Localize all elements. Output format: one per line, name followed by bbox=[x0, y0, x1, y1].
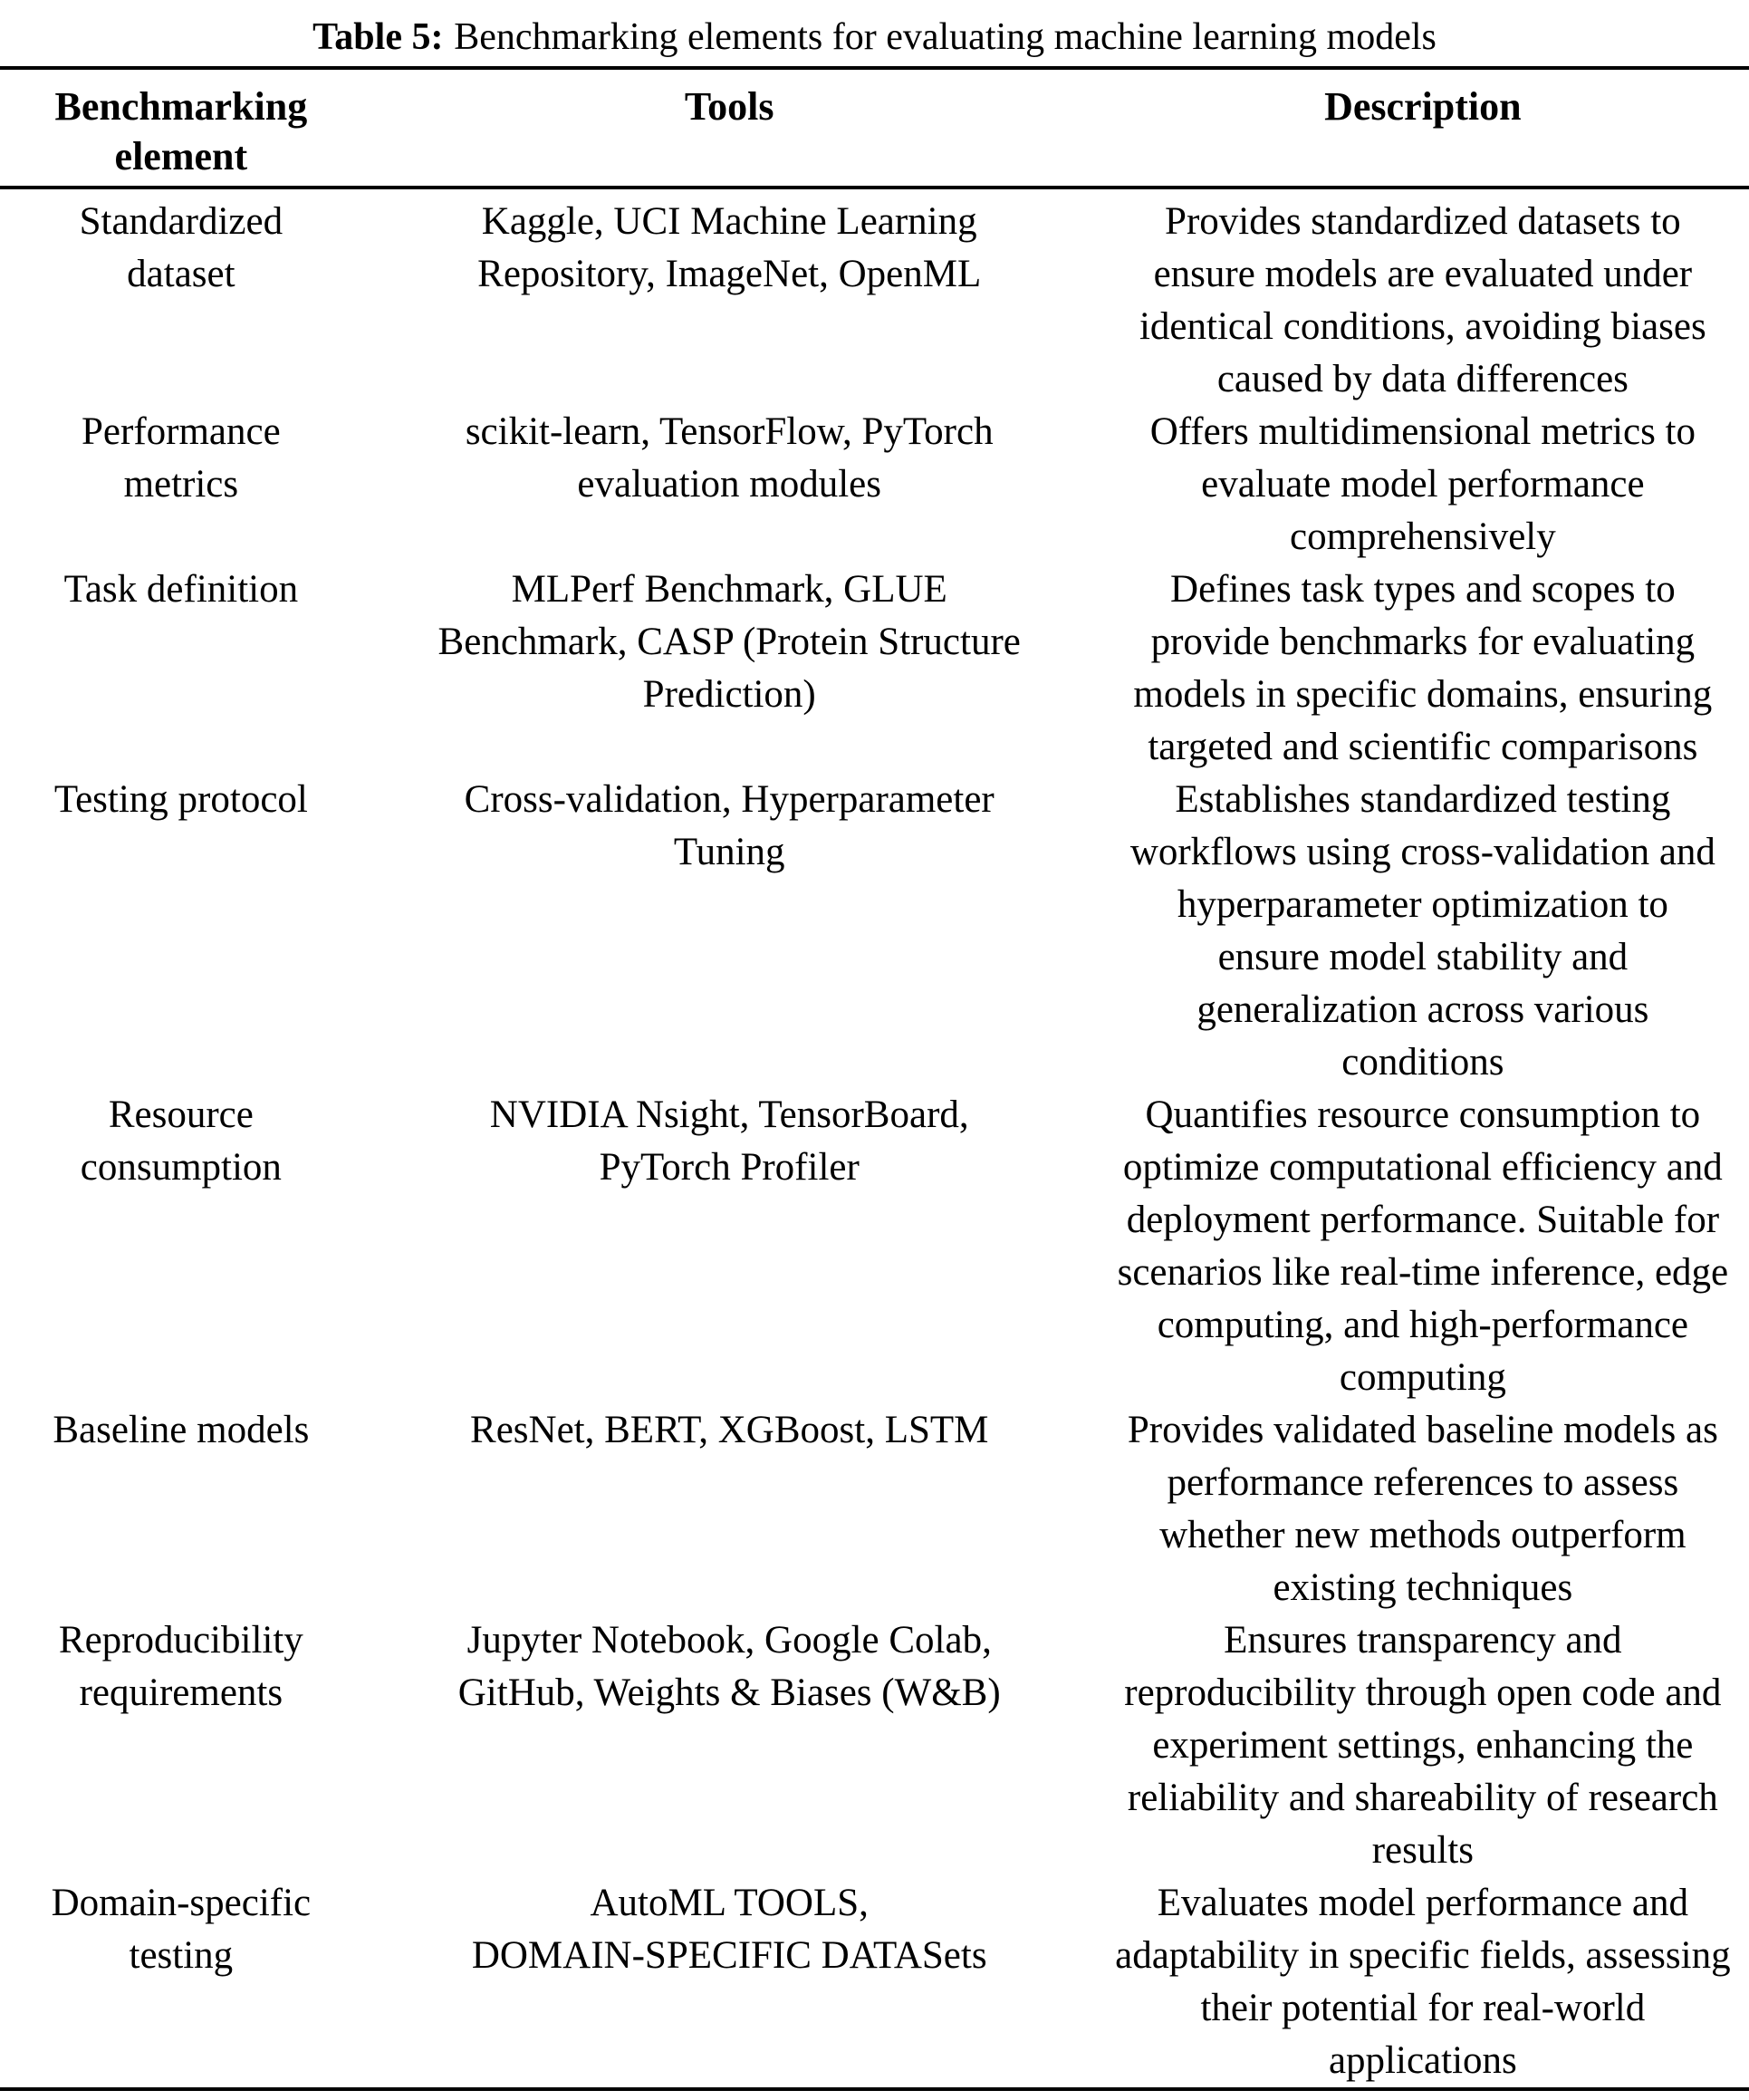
text-line: ResNet, BERT, XGBoost, LSTM bbox=[470, 1409, 989, 1451]
text-line: Task definition bbox=[63, 568, 299, 611]
text-line: provide benchmarks for evaluating bbox=[1150, 621, 1696, 663]
text-line: adaptability in specific fields, assessing bbox=[1115, 1934, 1731, 1977]
text-line: results bbox=[1371, 1829, 1474, 1872]
text-line: Evaluates model performance and bbox=[1157, 1882, 1688, 1924]
header-benchmarking-element bbox=[0, 68, 362, 188]
cell-tools bbox=[362, 564, 1097, 774]
text-line: Domain-specific bbox=[51, 1882, 312, 1924]
table-row bbox=[0, 1614, 1749, 1877]
text-line: conditions bbox=[1341, 1041, 1504, 1084]
text-line: deployment performance. Suitable for bbox=[1126, 1199, 1720, 1241]
cell-description bbox=[1097, 188, 1749, 406]
text-line: Kaggle, UCI Machine Learning bbox=[481, 200, 977, 243]
table-row bbox=[0, 774, 1749, 1089]
cell-description bbox=[1097, 564, 1749, 774]
table-row bbox=[0, 1089, 1749, 1404]
table-row bbox=[0, 564, 1749, 774]
cell-description bbox=[1097, 1614, 1749, 1877]
cell-description bbox=[1097, 1877, 1749, 2089]
text-line: GitHub, Weights & Biases (W&B) bbox=[457, 1671, 1001, 1714]
text-line: dataset bbox=[127, 253, 235, 295]
cell-element bbox=[0, 1089, 362, 1404]
table-row bbox=[0, 1877, 1749, 2089]
text-line: Description bbox=[1324, 84, 1522, 129]
text-line: evaluate model performance bbox=[1201, 463, 1645, 506]
text-line: Provides validated baseline models as bbox=[1127, 1409, 1718, 1451]
text-line: workflows using cross-validation and bbox=[1129, 831, 1715, 873]
text-line: Benchmark, CASP (Protein Structure bbox=[437, 621, 1021, 663]
table-row bbox=[0, 188, 1749, 406]
text-line: computing bbox=[1339, 1356, 1506, 1399]
text-line: reliability and shareability of research bbox=[1127, 1777, 1718, 1819]
text-line: Establishes standardized testing bbox=[1175, 778, 1671, 821]
text-line: optimize computational efficiency and bbox=[1122, 1146, 1723, 1189]
text-line: Tuning bbox=[673, 831, 785, 873]
text-line: Testing protocol bbox=[53, 778, 308, 821]
table-caption-text: Benchmarking elements for evaluating machine learning models bbox=[454, 16, 1437, 58]
text-line: Performance bbox=[82, 410, 281, 453]
cell-tools bbox=[362, 406, 1097, 564]
text-line: Jupyter Notebook, Google Colab, bbox=[466, 1619, 992, 1662]
text-line: Resource bbox=[108, 1093, 254, 1136]
table-row bbox=[0, 406, 1749, 564]
text-line: Standardized bbox=[79, 200, 283, 243]
text-line: ensure models are evaluated under bbox=[1153, 253, 1693, 295]
cell-element bbox=[0, 1877, 362, 2089]
header-tools bbox=[362, 68, 1097, 188]
text-line: Provides standardized datasets to bbox=[1165, 200, 1681, 243]
text-line: hyperparameter optimization to bbox=[1177, 883, 1668, 926]
text-line: applications bbox=[1328, 2039, 1517, 2082]
text-line: identical conditions, avoiding biases bbox=[1139, 305, 1706, 348]
text-line: Prediction) bbox=[642, 673, 816, 716]
text-line: Repository, ImageNet, OpenML bbox=[477, 253, 982, 295]
text-line: whether new methods outperform bbox=[1159, 1514, 1687, 1556]
cell-description bbox=[1097, 1089, 1749, 1404]
cell-tools bbox=[362, 1614, 1097, 1877]
text-line: scikit-learn, TensorFlow, PyTorch bbox=[465, 410, 994, 453]
cell-element bbox=[0, 188, 362, 406]
text-line: Baseline models bbox=[53, 1409, 310, 1451]
text-line: PyTorch Profiler bbox=[599, 1146, 860, 1189]
text-line: metrics bbox=[123, 463, 239, 506]
cell-element bbox=[0, 406, 362, 564]
text-line: Tools bbox=[684, 84, 774, 129]
table-header-row bbox=[0, 68, 1749, 188]
text-line: DOMAIN-SPECIFIC DATASets bbox=[471, 1934, 987, 1977]
cell-tools bbox=[362, 1877, 1097, 2089]
text-line: requirements bbox=[79, 1671, 283, 1714]
text-line: evaluation modules bbox=[577, 463, 881, 506]
cell-description bbox=[1097, 774, 1749, 1089]
text-line: MLPerf Benchmark, GLUE bbox=[511, 568, 947, 611]
table-caption bbox=[0, 11, 1749, 66]
text-line: Defines task types and scopes to bbox=[1170, 568, 1676, 611]
text-line: Quantifies resource consumption to bbox=[1145, 1093, 1701, 1136]
table-body bbox=[0, 188, 1749, 2089]
cell-tools bbox=[362, 774, 1097, 1089]
text-line: their potential for real-world bbox=[1200, 1987, 1646, 2029]
text-line: performance references to assess bbox=[1167, 1461, 1679, 1504]
text-line: caused by data differences bbox=[1216, 358, 1629, 400]
text-line: consumption bbox=[80, 1146, 282, 1189]
text-line: computing, and high-performance bbox=[1157, 1304, 1688, 1346]
table-caption-label: Table 5: bbox=[312, 16, 444, 58]
text-line: experiment settings, enhancing the bbox=[1152, 1724, 1694, 1767]
text-line: existing techniques bbox=[1273, 1566, 1573, 1609]
text-line: Reproducibility bbox=[58, 1619, 303, 1662]
table-row bbox=[0, 1404, 1749, 1614]
cell-element bbox=[0, 1404, 362, 1614]
cell-tools bbox=[362, 1404, 1097, 1614]
text-line: targeted and scientific comparisons bbox=[1148, 726, 1698, 768]
cell-element bbox=[0, 564, 362, 774]
text-line: Cross-validation, Hyperparameter bbox=[464, 778, 995, 821]
cell-description bbox=[1097, 1404, 1749, 1614]
text-line: AutoML TOOLS, bbox=[590, 1882, 869, 1924]
text-line: models in specific domains, ensuring bbox=[1133, 673, 1713, 716]
text-line: Ensures transparency and bbox=[1224, 1619, 1622, 1662]
text-line: element bbox=[114, 134, 248, 178]
text-line: Offers multidimensional metrics to bbox=[1149, 410, 1696, 453]
text-line: comprehensively bbox=[1289, 515, 1556, 558]
text-line: generalization across various bbox=[1196, 988, 1649, 1031]
cell-tools bbox=[362, 1089, 1097, 1404]
header-description bbox=[1097, 68, 1749, 188]
text-line: ensure model stability and bbox=[1217, 936, 1629, 978]
text-line: reproducibility through open code and bbox=[1124, 1671, 1722, 1714]
text-line: Benchmarking bbox=[54, 84, 308, 129]
benchmarking-table bbox=[0, 66, 1749, 2091]
cell-element bbox=[0, 1614, 362, 1877]
text-line: scenarios like real-time inference, edge bbox=[1117, 1251, 1729, 1294]
cell-tools bbox=[362, 188, 1097, 406]
text-line: testing bbox=[129, 1934, 234, 1977]
cell-description bbox=[1097, 406, 1749, 564]
cell-element bbox=[0, 774, 362, 1089]
text-line: NVIDIA Nsight, TensorBoard, bbox=[489, 1093, 969, 1136]
